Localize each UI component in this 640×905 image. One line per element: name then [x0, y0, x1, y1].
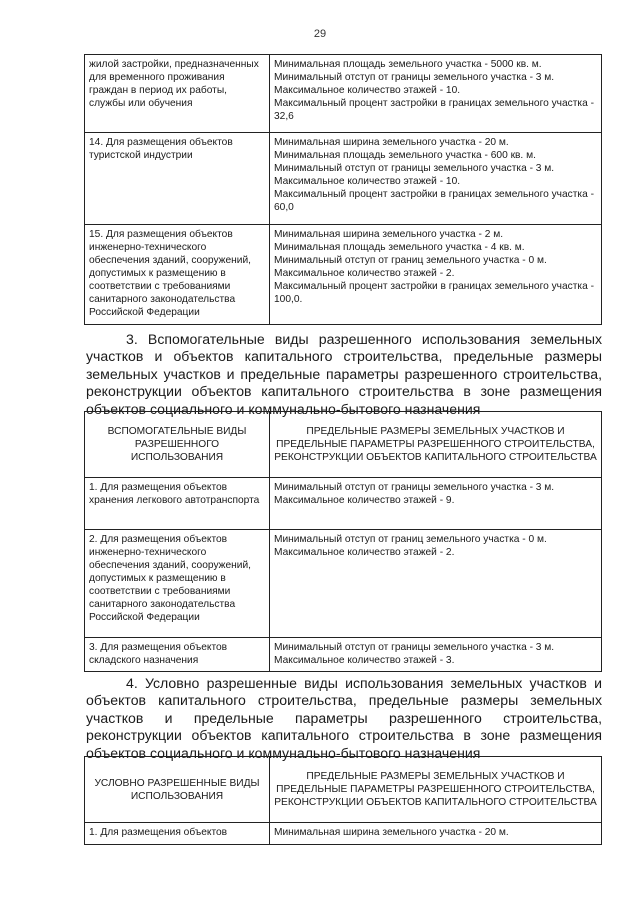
- table-header-row: [85, 757, 602, 823]
- table-row: [85, 823, 602, 845]
- main-zoning-table: [84, 54, 602, 325]
- parameter-line: Минимальный отступ от границ земельного участка - 0 м.: [274, 534, 547, 545]
- column-header-parameters: ПРЕДЕЛЬНЫЕ РАЗМЕРЫ ЗЕМЕЛЬНЫХ УЧАСТКОВ И ПРЕДЕЛЬНЫЕ ПАРАМЕТРЫ РАЗРЕШЕННОГО СТРОИТЕЛЬСТВА, РЕКОНСТРУКЦИИ ОБЪЕКТОВ КАПИТАЛЬНОГО СТРОИТЕЛЬСТВА: [270, 412, 602, 478]
- parameter-line: Максимальное количество этажей - 10.: [274, 176, 461, 187]
- land-use-type-cell: жилой застройки, предназначенных для временного проживания граждан в период их работы, службы или обучения: [85, 55, 270, 133]
- land-use-type-cell: 3. Для размещения объектов складского назначения: [85, 638, 270, 672]
- parameter-line: Минимальная ширина земельного участка - 20 м.: [274, 137, 509, 148]
- table-row: [85, 133, 602, 225]
- parameters-cell: [270, 55, 602, 133]
- table-row: [85, 638, 602, 672]
- parameter-line: Максимальное количество этажей - 2.: [274, 268, 455, 279]
- section-3-heading: [86, 331, 602, 418]
- parameters-cell: [270, 478, 602, 530]
- parameter-line: Минимальный отступ от границы земельного участка - 3 м.: [274, 482, 555, 493]
- section-4-heading: [86, 675, 602, 762]
- parameter-line: Минимальная площадь земельного участка - 5000 кв. м.: [274, 59, 542, 70]
- parameter-line: Минимальный отступ от границы земельного участка - 3 м.: [274, 163, 555, 174]
- table-row: [85, 478, 602, 530]
- parameters-cell: [270, 530, 602, 638]
- land-use-type-cell: 2. Для размещения объектов инженерно-технического обеспечения зданий, сооружений, допустимых к размещению в соответствии с требованиями санитарного законодательства Российской Федерации: [85, 530, 270, 638]
- table-row: [85, 55, 602, 133]
- parameter-line: Максимальный процент застройки в границах земельного участка - 32,6: [274, 98, 594, 122]
- section-4-heading-text: 4. Условно разрешенные виды использования земельных участков и объектов капитального строительства, предельные размеры земельных участков и предельные параметры разрешенного строительства, реконструкции объектов капитального строительства в зоне размещения объектов социального и коммунально-бытового назначения: [86, 675, 602, 761]
- land-use-type-cell: 1. Для размещения объектов хранения легкового автотранспорта: [85, 478, 270, 530]
- auxiliary-uses-table: [84, 411, 602, 672]
- land-use-type-cell: 15. Для размещения объектов инженерно-технического обеспечения зданий, сооружений, допустимых к размещению в соответствии с требованиями санитарного законодательства Российской Федерации: [85, 225, 270, 325]
- column-header-parameters: ПРЕДЕЛЬНЫЕ РАЗМЕРЫ ЗЕМЕЛЬНЫХ УЧАСТКОВ И ПРЕДЕЛЬНЫЕ ПАРАМЕТРЫ РАЗРЕШЕННОГО СТРОИТЕЛЬСТВА, РЕКОНСТРУКЦИИ ОБЪЕКТОВ КАПИТАЛЬНОГО СТРОИТЕЛЬСТВА: [270, 757, 602, 823]
- parameter-line: Минимальный отступ от границ земельного участка - 0 м.: [274, 255, 547, 266]
- parameter-line: Минимальная площадь земельного участка - 600 кв. м.: [274, 150, 536, 161]
- parameter-line: Максимальный процент застройки в границах земельного участка - 60,0: [274, 189, 594, 213]
- column-header-uses: ВСПОМОГАТЕЛЬНЫЕ ВИДЫ РАЗРЕШЕННОГО ИСПОЛЬЗОВАНИЯ: [85, 412, 270, 478]
- land-use-type-cell: 14. Для размещения объектов туристской индустрии: [85, 133, 270, 225]
- parameters-cell: [270, 133, 602, 225]
- parameter-line: Минимальная ширина земельного участка - 20 м.: [274, 827, 509, 838]
- parameters-cell: [270, 225, 602, 325]
- parameters-cell: [270, 638, 602, 672]
- parameter-line: Минимальный отступ от границы земельного участка - 3 м.: [274, 72, 555, 83]
- table-row: [85, 530, 602, 638]
- parameters-cell: [270, 823, 602, 845]
- parameter-line: Максимальное количество этажей - 10.: [274, 85, 461, 96]
- parameter-line: Минимальная площадь земельного участка - 4 кв. м.: [274, 242, 525, 253]
- table-header-row: [85, 412, 602, 478]
- table-row: [85, 225, 602, 325]
- column-header-uses: УСЛОВНО РАЗРЕШЕННЫЕ ВИДЫ ИСПОЛЬЗОВАНИЯ: [85, 757, 270, 823]
- land-use-type-cell: 1. Для размещения объектов: [85, 823, 270, 845]
- conditional-uses-table: [84, 756, 602, 845]
- parameter-line: Максимальное количество этажей - 3.: [274, 655, 455, 666]
- parameter-line: Минимальная ширина земельного участка - 2 м.: [274, 229, 504, 240]
- section-3-heading-text: 3. Вспомогательные виды разрешенного использования земельных участков и объектов капитального строительства, предельные размеры земельных участков и предельные параметры разрешенного строительства, реконструкции объектов капитального строительства в зоне размещения объектов социального и коммунально-бытового назначения: [86, 331, 602, 417]
- parameter-line: Максимальное количество этажей - 2.: [274, 547, 455, 558]
- page-number: 29: [313, 28, 327, 40]
- parameter-line: Максимальный процент застройки в границах земельного участка - 100,0.: [274, 281, 594, 305]
- parameter-line: Минимальный отступ от границы земельного участка - 3 м.: [274, 642, 555, 653]
- parameter-line: Максимальное количество этажей - 9.: [274, 495, 455, 506]
